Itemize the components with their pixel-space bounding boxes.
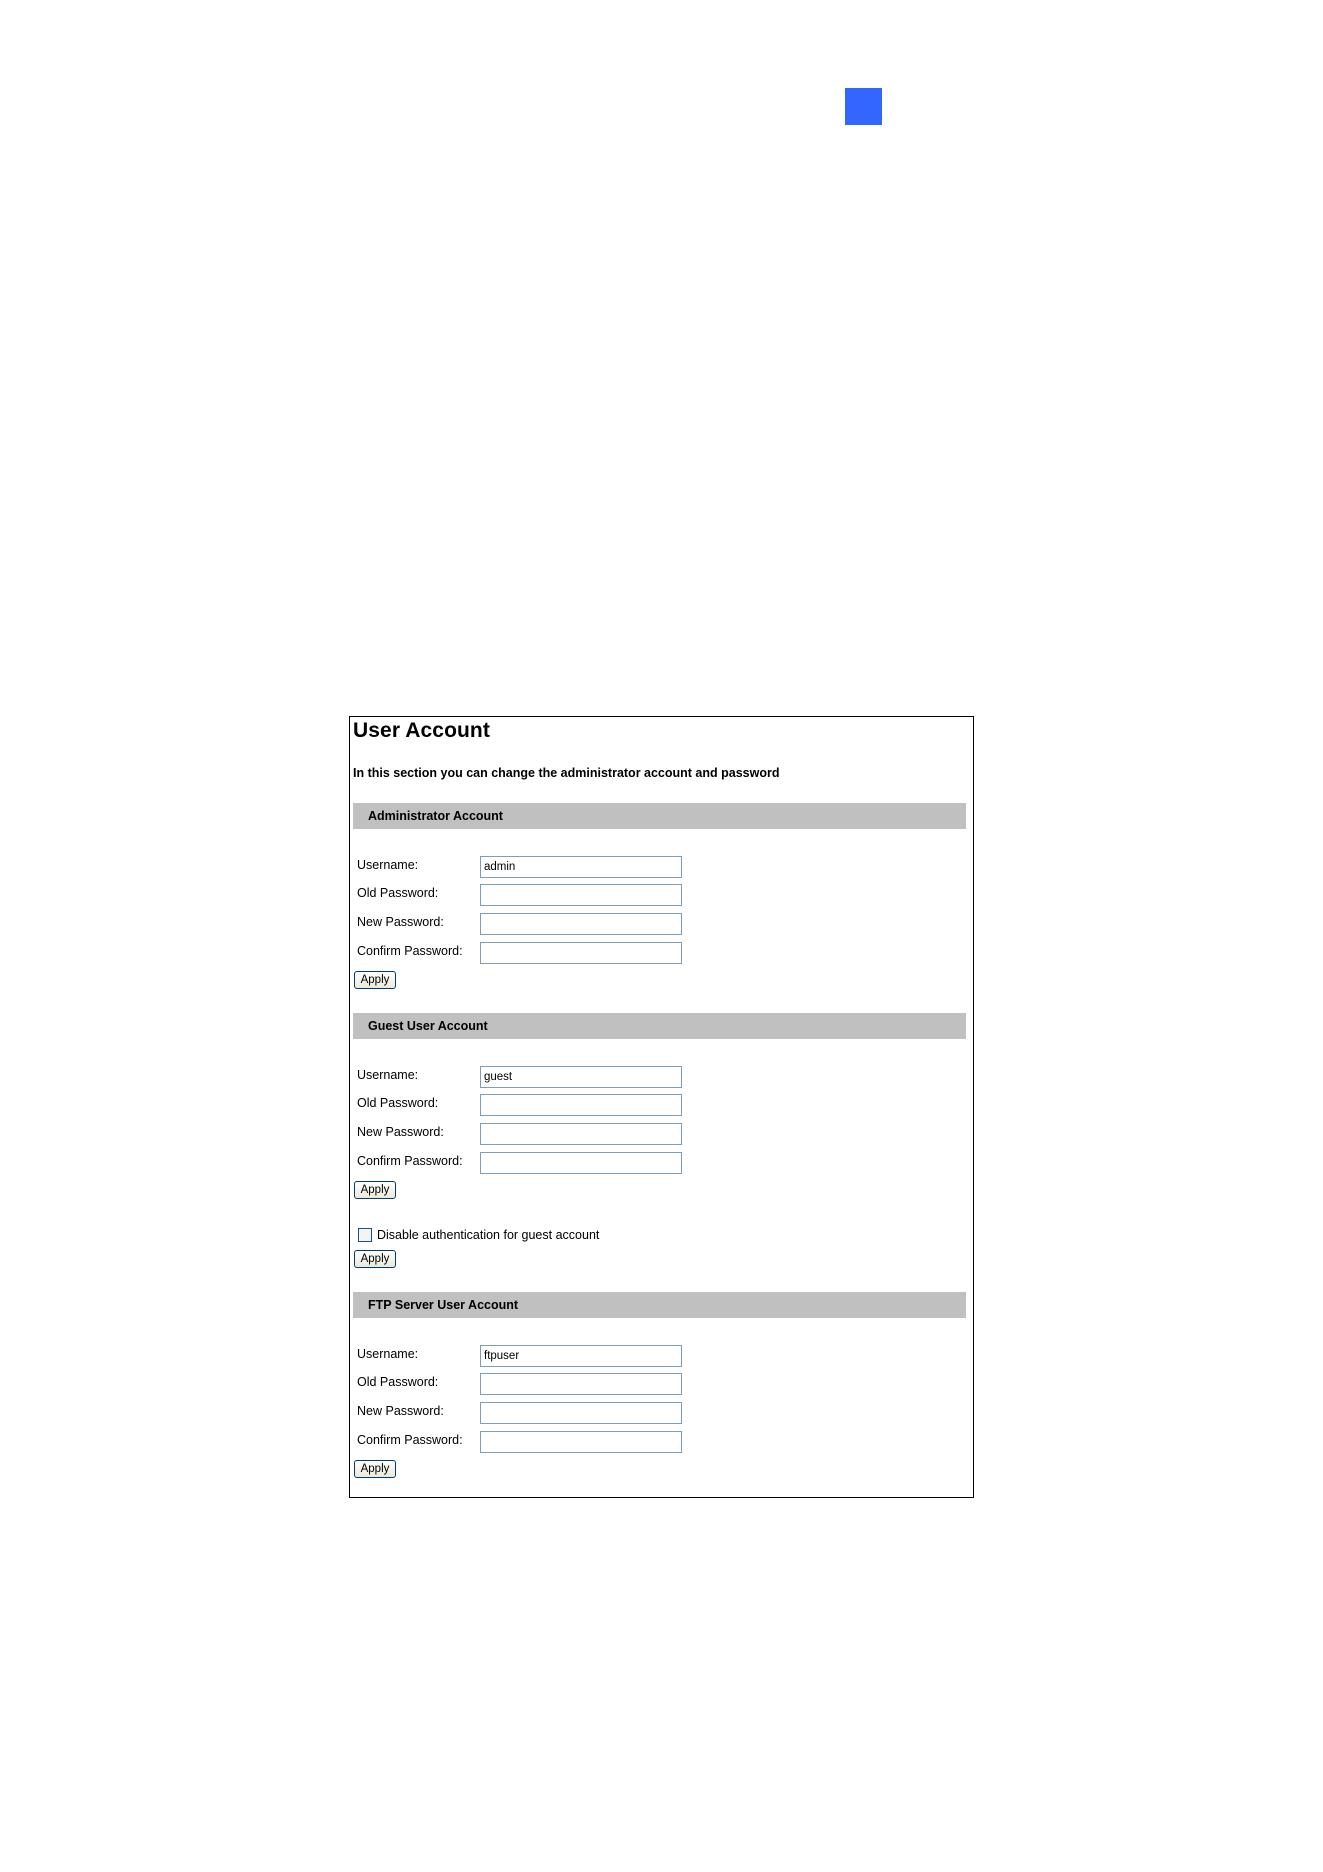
admin-username-input[interactable]: [480, 856, 682, 878]
admin-confirm-password-label: Confirm Password:: [357, 944, 463, 958]
ftp-new-password-input[interactable]: [480, 1402, 682, 1424]
guest-confirm-password-row: [350, 1152, 970, 1176]
guest-auth-apply-button[interactable]: Apply: [354, 1250, 396, 1268]
ftp-confirm-password-label: Confirm Password:: [357, 1433, 463, 1447]
ftp-section-header: FTP Server User Account: [353, 1292, 966, 1318]
disable-guest-auth-label[interactable]: Disable authentication for guest account: [377, 1228, 600, 1242]
guest-apply-button[interactable]: Apply: [354, 1181, 396, 1199]
admin-confirm-password-input[interactable]: [480, 942, 682, 964]
admin-old-password-label: Old Password:: [357, 886, 439, 900]
ftp-new-password-row: [350, 1402, 970, 1426]
guest-old-password-label: Old Password:: [357, 1096, 439, 1110]
section-intro: In this section you can change the administrator account and password: [353, 766, 780, 780]
admin-username-row: [350, 856, 970, 880]
page-title: User Account: [353, 719, 490, 742]
guest-confirm-password-input[interactable]: [480, 1152, 682, 1174]
ftp-old-password-label: Old Password:: [357, 1375, 439, 1389]
guest-new-password-input[interactable]: [480, 1123, 682, 1145]
guest-section-header: Guest User Account: [353, 1013, 966, 1039]
admin-new-password-label: New Password:: [357, 915, 444, 929]
guest-username-input[interactable]: [480, 1066, 682, 1088]
ftp-old-password-input[interactable]: [480, 1373, 682, 1395]
ftp-new-password-label: New Password:: [357, 1404, 444, 1418]
chapter-tab-marker: [845, 88, 882, 125]
ftp-username-row: [350, 1345, 970, 1369]
admin-apply-button[interactable]: Apply: [354, 971, 396, 989]
disable-guest-auth-row[interactable]: [358, 1227, 858, 1245]
guest-confirm-password-label: Confirm Password:: [357, 1154, 463, 1168]
admin-old-password-input[interactable]: [480, 884, 682, 906]
guest-username-label: Username:: [357, 1068, 419, 1082]
admin-new-password-input[interactable]: [480, 913, 682, 935]
guest-old-password-input[interactable]: [480, 1094, 682, 1116]
ftp-old-password-row: [350, 1373, 970, 1397]
admin-section-header: Administrator Account: [353, 803, 966, 829]
guest-new-password-row: [350, 1123, 970, 1147]
user-account-panel: [349, 716, 974, 1498]
ftp-apply-button[interactable]: Apply: [354, 1460, 396, 1478]
admin-confirm-password-row: [350, 942, 970, 966]
ftp-username-input[interactable]: [480, 1345, 682, 1367]
disable-guest-auth-checkbox[interactable]: [358, 1228, 372, 1242]
guest-username-row: [350, 1066, 970, 1090]
guest-new-password-label: New Password:: [357, 1125, 444, 1139]
ftp-confirm-password-row: [350, 1431, 970, 1455]
guest-old-password-row: [350, 1094, 970, 1118]
ftp-confirm-password-input[interactable]: [480, 1431, 682, 1453]
admin-username-label: Username:: [357, 858, 419, 872]
ftp-username-label: Username:: [357, 1347, 419, 1361]
admin-old-password-row: [350, 884, 970, 908]
admin-new-password-row: [350, 913, 970, 937]
